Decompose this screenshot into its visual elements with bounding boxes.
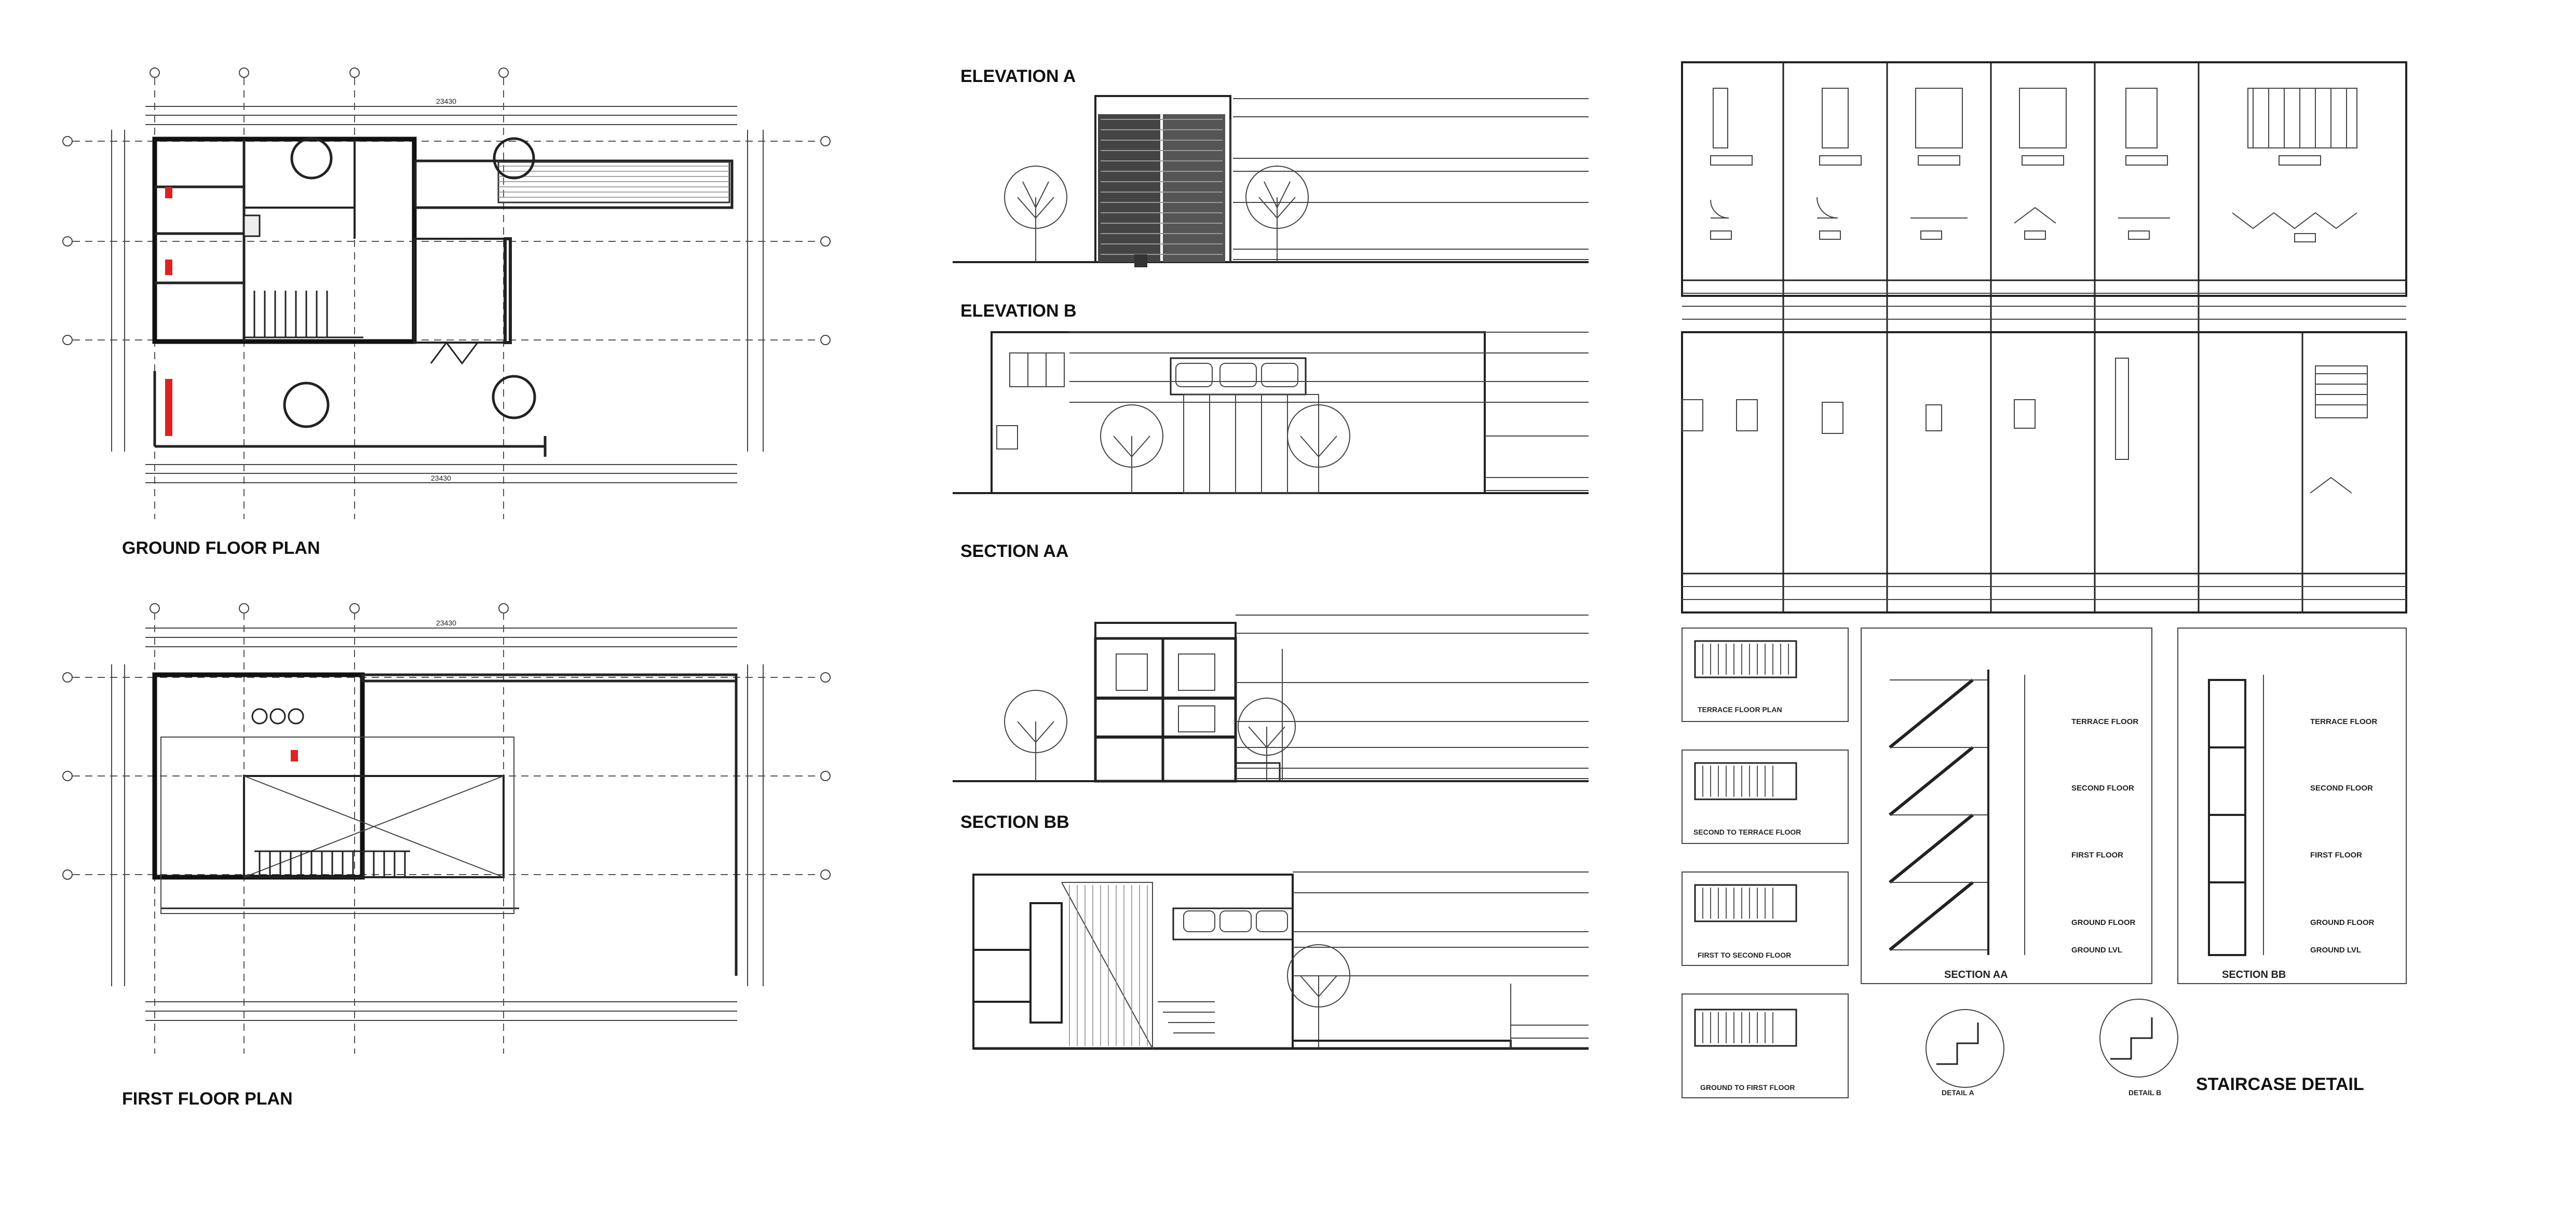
staircase-detail (1682, 628, 2406, 1098)
ground-floor-plan (63, 68, 830, 519)
schedule-tags (1711, 156, 2321, 242)
aa-level-ground-lvl: GROUND LVL (2071, 946, 2123, 955)
section-bb-title: SECTION BB (960, 812, 1069, 832)
section-aa-drawing (953, 615, 1589, 781)
section-aa-title: SECTION AA (960, 541, 1069, 561)
stair-plan-label-4: GROUND TO FIRST FLOOR (1700, 1083, 1795, 1092)
tree-right (1287, 945, 1350, 1048)
elevation-b-drawing (953, 332, 1589, 493)
bb-level-first: FIRST FLOOR (2310, 851, 2362, 860)
bb-level-second: SECOND FLOOR (2310, 784, 2373, 793)
bb-level-ground: GROUND FLOOR (2310, 918, 2375, 927)
tree-right (1246, 166, 1308, 262)
bb-level-terrace: TERRACE FLOOR (2310, 717, 2378, 726)
stair-plan-label-2: SECOND TO TERRACE FLOOR (1693, 828, 1801, 836)
aa-level-second: SECOND FLOOR (2071, 784, 2134, 793)
elevation-a-drawing (953, 96, 1589, 267)
bb-level-ground-lvl: GROUND LVL (2310, 946, 2362, 955)
door-window-schedule (1682, 62, 2406, 612)
tree-left (1005, 166, 1067, 262)
staircase-section-bb-label: SECTION BB (2222, 969, 2286, 980)
aa-level-ground: GROUND FLOOR (2071, 918, 2136, 927)
elevation-a-title: ELEVATION A (960, 66, 1076, 86)
ground-floor-plan-title: GROUND FLOOR PLAN (122, 538, 320, 558)
first-floor-plan (63, 604, 830, 1054)
pool-hatch (498, 162, 729, 202)
section-bb-drawing (973, 872, 1589, 1048)
first-floor-overall-dim: 23430 (436, 619, 456, 627)
staircase-detail-title: STAIRCASE DETAIL (2196, 1074, 2364, 1094)
first-floor-plan-title: FIRST FLOOR PLAN (122, 1089, 293, 1109)
aa-level-terrace: TERRACE FLOOR (2071, 717, 2139, 726)
stair-plan-label-1: TERRACE FLOOR PLAN (1698, 705, 1782, 714)
staircase-section-aa-label: SECTION AA (1944, 969, 2008, 980)
bottom-dim-label: 23430 (431, 474, 451, 482)
detail-a-label: DETAIL A (1942, 1088, 1974, 1097)
tree-left (1005, 690, 1067, 781)
overall-dim-label: 23430 (436, 97, 456, 105)
stair-flight (1062, 882, 1153, 1048)
elevation-b-title: ELEVATION B (960, 301, 1077, 321)
tree-left (1101, 405, 1163, 493)
aa-level-first: FIRST FLOOR (2071, 851, 2123, 860)
detail-b-label: DETAIL B (2128, 1088, 2162, 1097)
stair-plan-label-3: FIRST TO SECOND FLOOR (1698, 951, 1792, 959)
